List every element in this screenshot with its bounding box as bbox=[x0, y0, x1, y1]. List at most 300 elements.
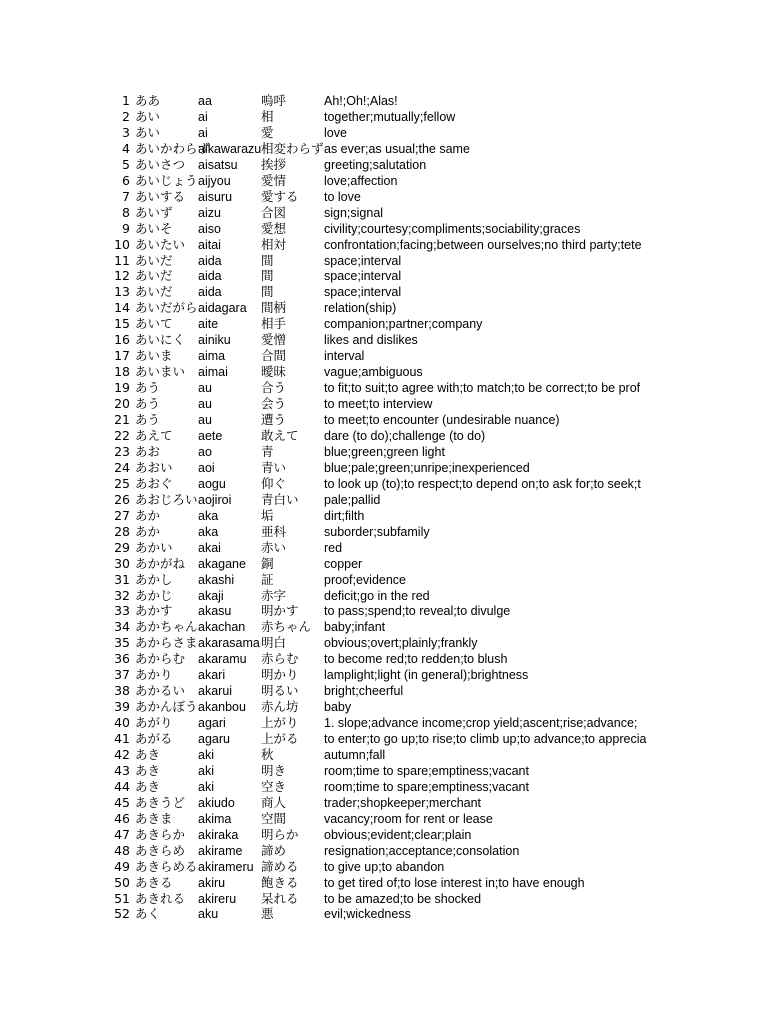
entry-kana: あかんぼう bbox=[135, 699, 198, 715]
entry-romaji: akarui bbox=[198, 684, 233, 699]
entry-number: 52 bbox=[114, 906, 130, 922]
entry-meaning: love;affection bbox=[324, 173, 398, 188]
entry-number: 43 bbox=[114, 762, 130, 778]
entry-kana: あからさま bbox=[135, 635, 198, 651]
entry-kana: あか bbox=[135, 523, 161, 539]
entry-kanji: 商人 bbox=[261, 794, 287, 810]
entry-number: 48 bbox=[114, 842, 130, 858]
vocab-row bbox=[0, 364, 768, 380]
entry-number: 3 bbox=[122, 124, 130, 140]
entry-number: 23 bbox=[114, 443, 130, 459]
entry-meaning: copper bbox=[324, 556, 363, 571]
entry-romaji: akireru bbox=[198, 891, 237, 906]
vocab-row bbox=[0, 141, 768, 157]
entry-meaning: vacancy;room for rent or lease bbox=[324, 811, 493, 826]
entry-kana: あかちゃん bbox=[135, 619, 198, 635]
entry-kanji: 愛情 bbox=[261, 172, 287, 188]
entry-meaning: to love bbox=[324, 189, 361, 204]
entry-number: 4 bbox=[122, 140, 130, 156]
entry-kana: あいま bbox=[135, 348, 173, 364]
entry-number: 15 bbox=[114, 316, 130, 332]
entry-number: 17 bbox=[114, 348, 130, 364]
entry-meaning: as ever;as usual;the same bbox=[324, 141, 470, 156]
entry-romaji: akaji bbox=[198, 588, 224, 603]
entry-number: 31 bbox=[114, 571, 130, 587]
entry-meaning: to look up (to);to respect;to depend on;to ask for;to seek;t bbox=[324, 476, 641, 491]
vocab-row bbox=[0, 699, 768, 715]
entry-kanji: 諦め bbox=[261, 842, 287, 858]
entry-romaji: au bbox=[198, 413, 212, 427]
entry-number: 38 bbox=[114, 683, 130, 699]
entry-kanji: 赤い bbox=[261, 539, 287, 555]
entry-number: 19 bbox=[114, 380, 130, 396]
entry-meaning: to get tired of;to lose interest in;to have enough bbox=[324, 875, 585, 890]
entry-romaji: aku bbox=[198, 907, 219, 922]
entry-kana: あかい bbox=[135, 539, 173, 555]
entry-kana: あお bbox=[135, 443, 161, 459]
entry-kana: あい bbox=[135, 124, 161, 140]
vocab-row bbox=[0, 237, 768, 253]
entry-meaning: obvious;overt;plainly;frankly bbox=[324, 636, 478, 651]
entry-meaning: vague;ambiguous bbox=[324, 365, 423, 380]
entry-kanji: 青い bbox=[261, 459, 287, 475]
entry-meaning: to give up;to abandon bbox=[324, 859, 445, 874]
entry-romaji: akiudo bbox=[198, 795, 235, 810]
vocab-row bbox=[0, 380, 768, 396]
entry-number: 2 bbox=[122, 109, 130, 124]
entry-romaji: aete bbox=[198, 428, 223, 443]
vocab-row bbox=[0, 891, 768, 907]
entry-kanji: 合う bbox=[261, 380, 287, 396]
entry-romaji: ainiku bbox=[198, 333, 231, 348]
entry-romaji: aitai bbox=[198, 237, 221, 252]
entry-kanji: 空間 bbox=[261, 810, 287, 826]
entry-romaji: aisatsu bbox=[198, 157, 238, 172]
entry-meaning: to fit;to suit;to agree with;to match;to be correct;to be prof bbox=[324, 381, 641, 396]
entry-kana: あえて bbox=[135, 427, 173, 443]
entry-romaji: akagane bbox=[198, 556, 246, 571]
entry-kana: あからむ bbox=[135, 651, 186, 667]
entry-number: 25 bbox=[114, 475, 130, 491]
entry-number: 18 bbox=[114, 364, 130, 380]
entry-meaning: bright;cheerful bbox=[324, 684, 404, 699]
entry-romaji: agari bbox=[198, 716, 226, 730]
entry-romaji: akiru bbox=[198, 875, 226, 890]
entry-romaji: aiso bbox=[198, 221, 221, 236]
entry-meaning: 1. slope;advance income;crop yield;ascent;rise;advance; bbox=[324, 716, 638, 730]
entry-kanji: 挨拶 bbox=[261, 156, 287, 172]
entry-romaji: akima bbox=[198, 811, 232, 826]
entry-number: 27 bbox=[114, 507, 130, 523]
entry-romaji: aimai bbox=[198, 365, 228, 380]
vocab-row bbox=[0, 93, 768, 109]
entry-meaning: to become red;to redden;to blush bbox=[324, 652, 508, 667]
vocab-row bbox=[0, 205, 768, 221]
entry-number: 44 bbox=[114, 778, 130, 794]
entry-kana: あい bbox=[135, 109, 161, 124]
vocab-row bbox=[0, 253, 768, 269]
vocab-row bbox=[0, 412, 768, 428]
vocab-row bbox=[0, 284, 768, 300]
entry-kana: あき bbox=[135, 746, 161, 762]
entry-romaji: aa bbox=[198, 94, 212, 108]
entry-kanji: 曖昧 bbox=[261, 364, 287, 380]
entry-romaji: aizu bbox=[198, 205, 221, 220]
entry-kanji: 間 bbox=[261, 252, 274, 268]
vocab-row bbox=[0, 667, 768, 683]
entry-romaji: aojiroi bbox=[198, 492, 232, 507]
vocab-row bbox=[0, 859, 768, 875]
entry-kanji: 亜科 bbox=[261, 523, 287, 539]
entry-number: 49 bbox=[114, 858, 130, 874]
entry-number: 45 bbox=[114, 794, 130, 810]
entry-kanji: 銅 bbox=[261, 555, 274, 571]
entry-kanji: 赤ん坊 bbox=[261, 699, 299, 715]
entry-kana: あき bbox=[135, 762, 161, 778]
entry-kanji: 仰ぐ bbox=[261, 475, 287, 491]
vocab-row bbox=[0, 508, 768, 524]
entry-number: 29 bbox=[114, 539, 130, 555]
entry-meaning: trader;shopkeeper;merchant bbox=[324, 795, 482, 810]
entry-meaning: to pass;spend;to reveal;to divulge bbox=[324, 604, 511, 619]
entry-meaning: civility;courtesy;compliments;sociability;graces bbox=[324, 221, 581, 236]
entry-number: 33 bbox=[114, 603, 130, 619]
entry-meaning: obvious;evident;clear;plain bbox=[324, 827, 472, 842]
entry-number: 36 bbox=[114, 651, 130, 667]
entry-kana: あき bbox=[135, 778, 161, 794]
entry-kana: あきる bbox=[135, 874, 173, 890]
entry-kanji: 明かす bbox=[261, 603, 299, 619]
entry-kanji: 明らか bbox=[261, 826, 299, 842]
entry-kanji: 空き bbox=[261, 778, 287, 794]
entry-romaji: aijyou bbox=[198, 173, 231, 188]
entry-meaning: companion;partner;company bbox=[324, 317, 483, 332]
entry-number: 14 bbox=[114, 300, 130, 316]
vocab-row bbox=[0, 731, 768, 747]
entry-romaji: akanbou bbox=[198, 700, 246, 715]
entry-kana: あいず bbox=[135, 204, 173, 220]
entry-romaji: au bbox=[198, 397, 212, 412]
entry-kanji: 赤ちゃん bbox=[261, 619, 312, 635]
entry-kana: あいたい bbox=[135, 236, 186, 252]
entry-kana: あう bbox=[135, 396, 161, 412]
entry-kanji: 明き bbox=[261, 762, 287, 778]
entry-kanji: 相手 bbox=[261, 316, 287, 332]
entry-romaji: aima bbox=[198, 349, 226, 364]
entry-kana: あう bbox=[135, 380, 161, 396]
entry-meaning: autumn;fall bbox=[324, 747, 386, 762]
entry-number: 22 bbox=[114, 427, 130, 443]
entry-kanji: 敢えて bbox=[261, 427, 299, 443]
entry-kana: あかす bbox=[135, 603, 173, 619]
entry-romaji: akaramu bbox=[198, 652, 247, 667]
entry-number: 9 bbox=[122, 220, 130, 236]
entry-kana: ああ bbox=[135, 93, 161, 108]
entry-romaji: ao bbox=[198, 444, 212, 459]
entry-romaji: ai bbox=[198, 110, 208, 124]
entry-kana: あいじょう bbox=[135, 172, 198, 188]
entry-kana: あかし bbox=[135, 571, 173, 587]
entry-kana: あいそ bbox=[135, 220, 173, 236]
entry-meaning: suborder;subfamily bbox=[324, 524, 430, 539]
vocab-row bbox=[0, 683, 768, 699]
vocab-row bbox=[0, 221, 768, 237]
entry-meaning: evil;wickedness bbox=[324, 907, 411, 922]
entry-number: 34 bbox=[114, 619, 130, 635]
entry-meaning: proof;evidence bbox=[324, 572, 407, 587]
vocab-row bbox=[0, 492, 768, 508]
entry-meaning: red bbox=[324, 540, 343, 555]
entry-meaning: to meet;to interview bbox=[324, 397, 433, 412]
entry-meaning: interval bbox=[324, 349, 365, 364]
entry-kana: あかがね bbox=[135, 555, 186, 571]
entry-kana: あきま bbox=[135, 810, 173, 826]
entry-kana: あきれる bbox=[135, 890, 186, 906]
vocab-row bbox=[0, 524, 768, 540]
entry-meaning: space;interval bbox=[324, 253, 402, 268]
entry-number: 47 bbox=[114, 826, 130, 842]
entry-romaji: aida bbox=[198, 253, 222, 268]
entry-meaning: likes and dislikes bbox=[324, 333, 418, 348]
vocab-row bbox=[0, 619, 768, 635]
entry-kana: あいかわらず bbox=[135, 140, 211, 156]
entry-kanji: 飽きる bbox=[261, 874, 299, 890]
entry-number: 39 bbox=[114, 699, 130, 715]
entry-kanji: 明白 bbox=[261, 635, 287, 651]
entry-kanji: 赤らむ bbox=[261, 651, 299, 667]
entry-romaji: aki bbox=[198, 747, 214, 762]
entry-number: 28 bbox=[114, 523, 130, 539]
entry-number: 13 bbox=[114, 284, 130, 300]
entry-kana: あう bbox=[135, 412, 161, 427]
entry-number: 20 bbox=[114, 396, 130, 412]
entry-number: 24 bbox=[114, 459, 130, 475]
entry-kana: あか bbox=[135, 507, 161, 523]
entry-meaning: dirt;filth bbox=[324, 508, 365, 523]
entry-kanji: 上がる bbox=[261, 731, 299, 746]
vocab-row bbox=[0, 157, 768, 173]
entry-number: 30 bbox=[114, 555, 130, 571]
entry-kanji: 愛想 bbox=[261, 220, 287, 236]
vocab-row bbox=[0, 572, 768, 588]
vocab-row bbox=[0, 540, 768, 556]
entry-number: 11 bbox=[114, 252, 130, 268]
entry-meaning: baby bbox=[324, 700, 352, 715]
entry-kanji: 上がり bbox=[261, 715, 299, 730]
entry-meaning: together;mutually;fellow bbox=[324, 110, 456, 124]
entry-number: 26 bbox=[114, 491, 130, 507]
entry-meaning: sign;signal bbox=[324, 205, 384, 220]
entry-kanji: 愛憎 bbox=[261, 332, 287, 348]
entry-kana: あかるい bbox=[135, 683, 186, 699]
entry-romaji: akari bbox=[198, 668, 226, 683]
vocab-row bbox=[0, 843, 768, 859]
entry-kana: あいする bbox=[135, 188, 186, 204]
entry-meaning: room;time to spare;emptiness;vacant bbox=[324, 779, 529, 794]
entry-romaji: akachan bbox=[198, 620, 246, 635]
entry-kanji: 相 bbox=[261, 109, 274, 124]
entry-romaji: akirame bbox=[198, 843, 243, 858]
entry-kana: あいだ bbox=[135, 268, 173, 284]
entry-kanji: 青 bbox=[261, 443, 274, 459]
vocab-row bbox=[0, 316, 768, 332]
entry-number: 6 bbox=[122, 172, 130, 188]
entry-kana: あいだ bbox=[135, 252, 173, 268]
entry-romaji: akirameru bbox=[198, 859, 254, 874]
entry-kana: あいだがら bbox=[135, 300, 198, 316]
vocab-row bbox=[0, 476, 768, 492]
entry-kanji: 赤字 bbox=[261, 587, 287, 603]
vocab-row bbox=[0, 588, 768, 604]
vocab-row bbox=[0, 556, 768, 572]
entry-kanji: 嗚呼 bbox=[261, 93, 287, 108]
entry-kana: あかり bbox=[135, 667, 173, 683]
entry-romaji: aoi bbox=[198, 460, 215, 475]
entry-kana: あいまい bbox=[135, 364, 186, 380]
entry-kanji: 合間 bbox=[261, 348, 287, 364]
entry-number: 46 bbox=[114, 810, 130, 826]
entry-kanji: 間 bbox=[261, 284, 274, 300]
vocab-row bbox=[0, 396, 768, 412]
vocab-row bbox=[0, 763, 768, 779]
entry-number: 37 bbox=[114, 667, 130, 683]
vocab-row bbox=[0, 635, 768, 651]
entry-kana: あきらめ bbox=[135, 842, 186, 858]
vocab-row bbox=[0, 779, 768, 795]
vocab-row bbox=[0, 348, 768, 364]
entry-kanji: 垢 bbox=[261, 507, 274, 523]
entry-number: 12 bbox=[114, 268, 130, 284]
entry-kana: あきうど bbox=[135, 794, 186, 810]
entry-romaji: aisuru bbox=[198, 189, 233, 204]
entry-meaning: to be amazed;to be shocked bbox=[324, 891, 482, 906]
entry-number: 8 bbox=[122, 204, 130, 220]
entry-number: 51 bbox=[114, 890, 130, 906]
entry-meaning: dare (to do);challenge (to do) bbox=[324, 428, 486, 443]
entry-meaning: blue;green;green light bbox=[324, 444, 445, 459]
entry-number: 5 bbox=[122, 156, 130, 172]
entry-kanji: 悪 bbox=[261, 906, 274, 922]
entry-romaji: aidagara bbox=[198, 301, 247, 316]
entry-kana: あがる bbox=[135, 731, 173, 746]
entry-number: 35 bbox=[114, 635, 130, 651]
vocab-row bbox=[0, 125, 768, 141]
entry-romaji: aka bbox=[198, 524, 219, 539]
entry-kana: あいて bbox=[135, 316, 173, 332]
vocab-row bbox=[0, 603, 768, 619]
entry-meaning: Ah!;Oh!;Alas! bbox=[324, 94, 398, 108]
entry-meaning: relation(ship) bbox=[324, 301, 397, 316]
entry-number: 40 bbox=[114, 715, 130, 730]
entry-meaning: lamplight;light (in general);brightness bbox=[324, 668, 529, 683]
entry-kanji: 合図 bbox=[261, 204, 287, 220]
vocab-row bbox=[0, 811, 768, 827]
entry-kana: あかじ bbox=[135, 587, 173, 603]
entry-romaji: aida bbox=[198, 269, 222, 284]
entry-kanji: 相変わらず bbox=[261, 140, 324, 156]
entry-kana: あがり bbox=[135, 715, 173, 730]
entry-kanji: 愛 bbox=[261, 124, 274, 140]
entry-romaji: akiraka bbox=[198, 827, 239, 842]
entry-kanji: 愛する bbox=[261, 188, 299, 204]
entry-number: 41 bbox=[114, 731, 130, 746]
vocab-row bbox=[0, 428, 768, 444]
entry-number: 10 bbox=[114, 236, 130, 252]
entry-romaji: aikawarazu bbox=[198, 141, 262, 156]
entry-kanji: 呆れる bbox=[261, 890, 299, 906]
entry-number: 21 bbox=[114, 412, 130, 427]
entry-romaji: aki bbox=[198, 763, 214, 778]
entry-kana: あおぐ bbox=[135, 475, 173, 491]
vocab-row bbox=[0, 747, 768, 763]
vocab-row bbox=[0, 875, 768, 891]
entry-number: 7 bbox=[122, 188, 130, 204]
entry-kanji: 青白い bbox=[261, 491, 299, 507]
entry-kanji: 会う bbox=[261, 396, 287, 412]
entry-romaji: au bbox=[198, 381, 212, 396]
vocab-row bbox=[0, 906, 768, 922]
entry-number: 50 bbox=[114, 874, 130, 890]
vocab-row bbox=[0, 109, 768, 125]
vocab-row bbox=[0, 795, 768, 811]
vocab-row bbox=[0, 268, 768, 284]
entry-meaning: baby;infant bbox=[324, 620, 386, 635]
entry-meaning: blue;pale;green;unripe;inexperienced bbox=[324, 460, 530, 475]
vocab-row bbox=[0, 173, 768, 189]
entry-kanji: 明るい bbox=[261, 683, 299, 699]
entry-meaning: greeting;salutation bbox=[324, 157, 427, 172]
entry-number: 1 bbox=[122, 93, 130, 108]
vocab-row bbox=[0, 189, 768, 205]
entry-romaji: aogu bbox=[198, 476, 226, 491]
entry-kana: あきらか bbox=[135, 826, 186, 842]
entry-kanji: 相対 bbox=[261, 236, 287, 252]
entry-romaji: aite bbox=[198, 317, 219, 332]
entry-meaning: deficit;go in the red bbox=[324, 588, 430, 603]
entry-meaning: pale;pallid bbox=[324, 492, 381, 507]
entry-meaning: to meet;to encounter (undesirable nuance) bbox=[324, 413, 560, 427]
entry-meaning: space;interval bbox=[324, 269, 402, 284]
entry-kanji: 遭う bbox=[261, 412, 287, 427]
entry-kanji: 秋 bbox=[261, 746, 274, 762]
entry-kana: あいにく bbox=[135, 332, 186, 348]
vocab-row bbox=[0, 827, 768, 843]
entry-romaji: akarasama bbox=[198, 636, 260, 651]
entry-meaning: room;time to spare;emptiness;vacant bbox=[324, 763, 529, 778]
entry-kana: あおじろい bbox=[135, 491, 198, 507]
entry-number: 32 bbox=[114, 587, 130, 603]
entry-meaning: space;interval bbox=[324, 285, 402, 300]
vocab-row bbox=[0, 444, 768, 460]
entry-number: 42 bbox=[114, 746, 130, 762]
entry-romaji: akashi bbox=[198, 572, 235, 587]
entry-kanji: 間 bbox=[261, 268, 274, 284]
entry-romaji: aki bbox=[198, 779, 214, 794]
entry-kanji: 間柄 bbox=[261, 300, 287, 316]
vocab-row bbox=[0, 715, 768, 731]
entry-kanji: 明かり bbox=[261, 667, 299, 683]
entry-meaning: to enter;to go up;to rise;to climb up;to advance;to apprecia bbox=[324, 732, 647, 746]
entry-romaji: akai bbox=[198, 540, 221, 555]
vocab-row bbox=[0, 332, 768, 348]
entry-meaning: love bbox=[324, 125, 347, 140]
entry-romaji: akasu bbox=[198, 604, 232, 619]
entry-kana: あく bbox=[135, 906, 161, 922]
entry-romaji: agaru bbox=[198, 732, 230, 746]
entry-number: 16 bbox=[114, 332, 130, 348]
entry-romaji: aka bbox=[198, 508, 219, 523]
entry-meaning: resignation;acceptance;consolation bbox=[324, 843, 520, 858]
